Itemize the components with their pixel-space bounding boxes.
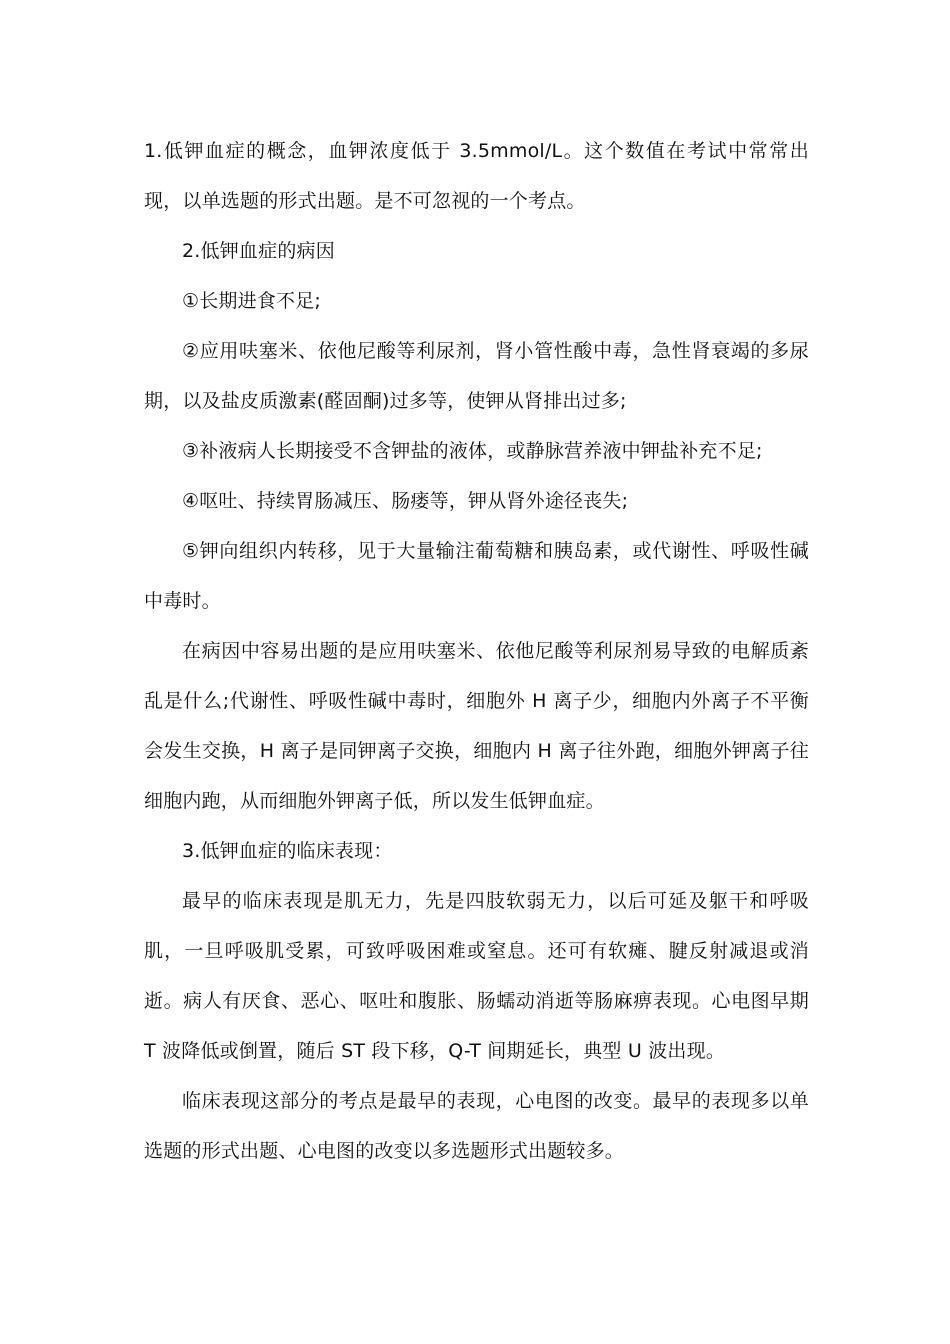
list-item-cause-5: ⑤钾向组织内转移，见于大量输注葡萄糖和胰岛素，或代谢性、呼吸性碱中毒时。	[144, 540, 809, 612]
paragraph-clinical-manifestations: 最早的临床表现是肌无力，先是四肢软弱无力，以后可延及躯干和呼吸肌，一旦呼吸肌受累，可致呼吸困难或窒息。还可有软瘫、腱反射减退或消逝。病人有厌食、恶心、呕吐和腹胀、肠蠕动消逝等肠麻痹表现。心电图早期 T 波降低或倒置，随后 ST 段下移，Q-T 间期延长，典型 U 波出现。	[144, 890, 809, 1062]
paragraph-clinical-exam-points: 临床表现这部分的考点是最早的表现，心电图的改变。最早的表现多以单选题的形式出题、心电图的改变以多选题形式出题较多。	[144, 1090, 809, 1162]
paragraph-definition: 1.低钾血症的概念，血钾浓度低于 3.5mmol/L。这个数值在考试中常常出现，以单选题的形式出题。是不可忽视的一个考点。	[144, 140, 809, 212]
heading-clinical-manifestations: 3.低钾血症的临床表现：	[182, 840, 393, 862]
paragraph-cause-exam-points: 在病因中容易出题的是应用呋塞米、依他尼酸等利尿剂易导致的电解质紊乱是什么;代谢性、呼吸性碱中毒时，细胞外 H 离子少，细胞内外离子不平衡会发生交换，H 离子是同钾离子交换，细胞内 H 离子往外跑，细胞外钾离子往细胞内跑，从而细胞外钾离子低，所以发生低钾血症。	[144, 640, 809, 812]
document-body	[144, 126, 809, 1176]
list-item-cause-4: ④呕吐、持续胃肠减压、肠瘘等，钾从肾外途径丧失;	[182, 490, 629, 512]
list-item-cause-3: ③补液病人长期接受不含钾盐的液体，或静脉营养液中钾盐补充不足;	[182, 440, 763, 462]
heading-causes: 2.低钾血症的病因	[182, 240, 335, 262]
list-item-cause-2: ②应用呋塞米、依他尼酸等利尿剂，肾小管性酸中毒，急性肾衰竭的多尿期，以及盐皮质激素(醛固酮)过多等，使钾从肾排出过多;	[144, 340, 809, 412]
list-item-cause-1: ①长期进食不足;	[182, 290, 322, 312]
